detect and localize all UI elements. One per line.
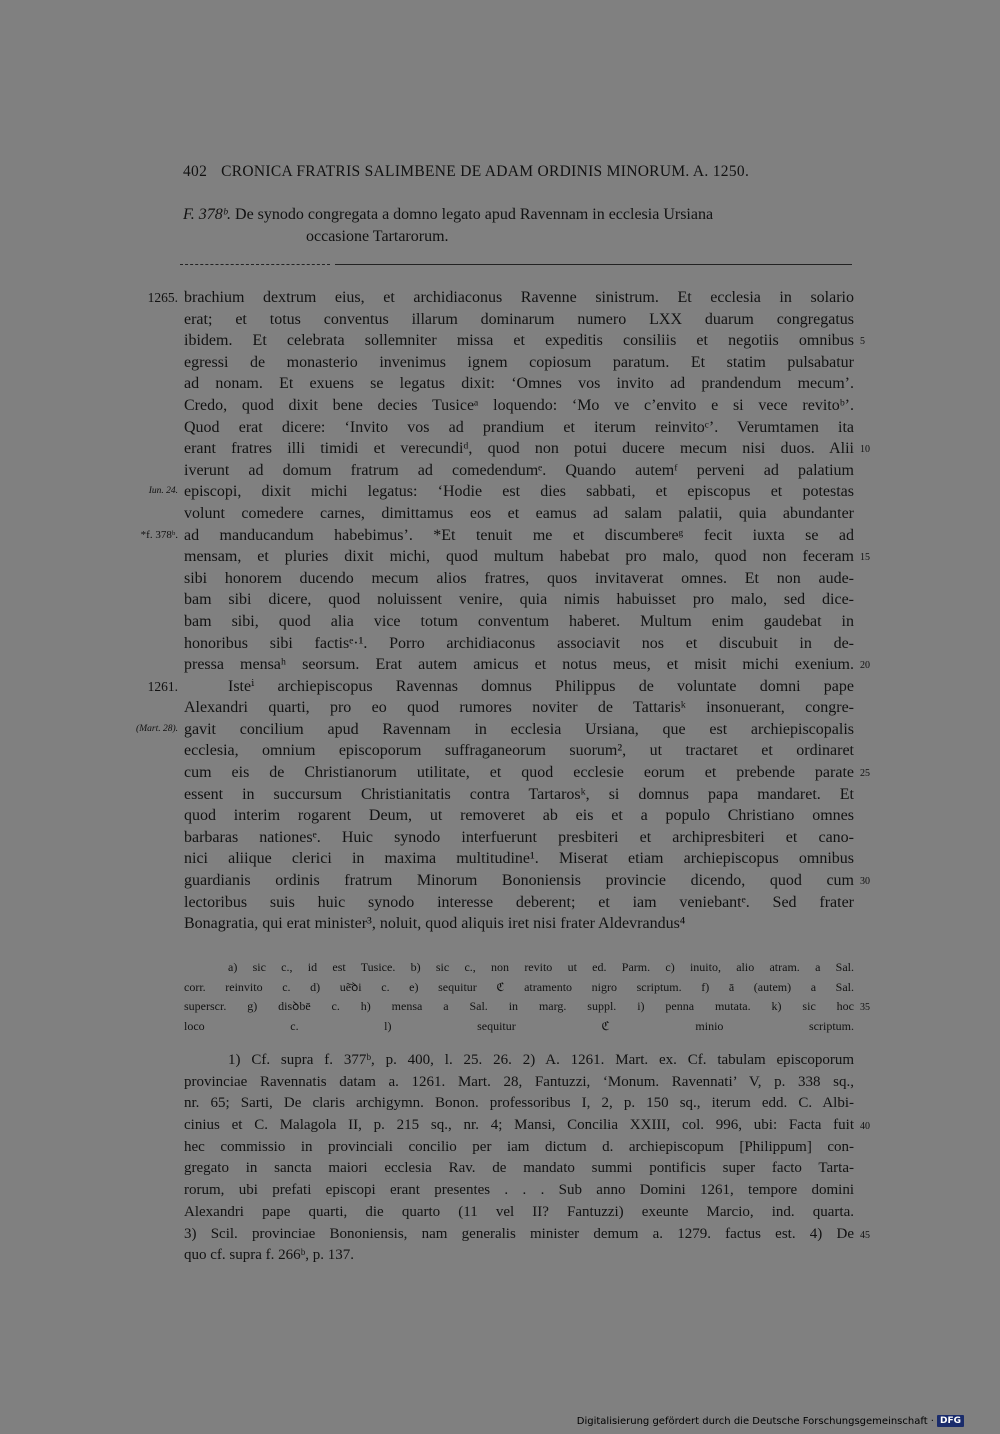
text-line <box>184 330 865 352</box>
text-line <box>184 870 870 892</box>
text-line-text: episcopi, dixit michi legatus: ‘Hodie est dies sabbati, et episcopus et potestas <box>184 483 854 501</box>
text-line <box>184 589 854 611</box>
text-line-text: Isteⁱ archiepiscopus Ravennas domnus Philippus de voluntate domni pape <box>228 677 854 695</box>
margin-note: *f. 378ᵇ. <box>140 528 178 541</box>
apparatus-line-text: corr. reinvito c. d) uẽ̄ꝺi c. e) sequitur ℭ atramento nigro scriptum. f) ā (autem) a Sal. <box>184 979 854 994</box>
line-number: 10 <box>860 444 870 456</box>
line-number: 5 <box>860 336 865 348</box>
chapter-heading <box>183 204 863 248</box>
text-line-text: guardianis ordinis fratrum Minorum Bononiensis provincie dicendo, quod cum <box>184 872 854 890</box>
text-line <box>184 611 854 633</box>
commentary-line-text: quo cf. supra f. 266ᵇ, p. 137. <box>184 1247 355 1264</box>
text-line-text: bam sibi, quod alia vice totum conventum haberet. Multum enim gaudebat in <box>184 612 854 630</box>
text-line <box>140 525 854 547</box>
text-line-text: barbaras nationesᵉ. Huic synodo interfuerunt presbiteri et archipresbiteri et cano- <box>184 828 854 846</box>
text-line <box>184 352 854 374</box>
commentary-line <box>184 1115 870 1137</box>
folio-reference: F. 378ᵇ. <box>183 206 232 223</box>
digitization-credit <box>577 1415 964 1427</box>
text-line-text: quod interim rogarent Deum, ut removeret ab eis et a populo Christiano omnes <box>184 807 854 825</box>
text-line <box>184 417 854 439</box>
text-line <box>184 805 854 827</box>
commentary-line-text: nr. 65; Sarti, De claris archigymn. Bonon. professoribus I, 2, p. 150 sq., iterum edd. C. Albi- <box>184 1095 854 1112</box>
text-line-text: ibidem. Et celebrata sollemniter missa et expeditis consiliis et negotiis omnibus <box>184 332 854 350</box>
text-line <box>184 697 854 719</box>
text-line <box>184 762 870 784</box>
text-line <box>184 654 870 676</box>
text-line-text: Credo, quod dixit bene decies Tusiceᵃ loquendo: ‘Mo ve c’envito e si vece revitoᵇ’. <box>184 396 854 414</box>
apparatus-line <box>184 1017 854 1037</box>
text-line-text: erat; et totus conventus illarum dominarum numero LXX duarum congregatus <box>184 310 854 328</box>
text-line <box>184 373 854 395</box>
margin-note: 1265. <box>147 290 178 305</box>
text-line-text: cum eis de Christianorum utilitate, et quod ecclesie eorum et prebende parate <box>184 764 854 782</box>
text-line-text: bam sibi dicere, quod noluissent venire, quia nimis habuisset pro malo, sed dice- <box>184 591 854 609</box>
text-line <box>184 633 854 655</box>
heading-rule-dashed <box>180 264 330 265</box>
commentary-line-text: Alexandri pape quarti, die quarto (11 vel II? Fantuzzi) exeunte Marcio, ind. quarta. <box>184 1203 854 1220</box>
commentary-line-text: hec commissio in provinciali concilio per iam dictum d. archiepiscopum [Philippum] con- <box>184 1138 854 1155</box>
apparatus-line-text: superscr. g) disꝺbē c. h) mensa a Sal. in marg. suppl. i) penna mutata. k) sic hoc <box>184 999 854 1013</box>
text-line <box>184 827 854 849</box>
text-line <box>184 848 854 870</box>
text-line-text: Alexandri quarti, pro eo quod rumores noviter de Tattarisᵏ insonuerant, congre- <box>184 699 854 717</box>
line-number: 45 <box>860 1229 870 1241</box>
credit-text: Digitalisierung gefördert durch die Deutsche Forschungsgemeinschaft · <box>576 1415 934 1427</box>
text-line <box>148 481 854 503</box>
line-number: 30 <box>860 876 870 888</box>
text-line <box>184 568 854 590</box>
text-line-text: nici aliique clerici in maxima multitudine¹. Miserat etiam archiepiscopus omnibus <box>184 850 854 868</box>
line-number: 20 <box>860 660 870 672</box>
text-line-text: ad manducandum habebimus’. *Et tenuit me et discumbereᵍ fecit iuxta se ad <box>184 526 854 544</box>
margin-note: 1261. <box>147 678 178 694</box>
critical-apparatus <box>184 958 870 1036</box>
text-line <box>184 309 854 331</box>
commentary-line-text: provinciae Ravennatis datam a. 1261. Mart. 28, Fantuzzi, ‘Monum. Ravennati’ V, p. 338 sq., <box>184 1073 854 1090</box>
text-line-text: Quod erat dicere: ‘Invito vos ad prandium et iterum reinvitoᶜ’. Verumtamen ita <box>184 418 854 436</box>
margin-note: Iun. 24. <box>148 486 178 497</box>
text-line-text: ecclesia, omnium episcoporum suffraganeorum suorum², ut tractaret et ordinaret <box>184 742 854 760</box>
text-line-text: egressi de monasterio invenimus ignem copiosum paratum. Et statim pulsabatur <box>184 353 854 371</box>
commentary-line <box>184 1072 854 1094</box>
commentary-line-text: 3) Scil. provinciae Bononiensis, nam generalis minister demum a. 1279. factus est. 4) De <box>184 1225 854 1242</box>
text-line-text: sibi honorem ducendo mecum alios fratres, quos invitaverat omnes. Et non aude- <box>184 569 854 587</box>
commentary-line <box>184 1202 854 1224</box>
text-line-text: pressa mensaʰ seorsum. Erat autem amicus et notus meus, et misit michi exenium. <box>184 656 854 674</box>
text-line <box>184 438 870 460</box>
text-line <box>184 784 854 806</box>
text-line <box>184 892 854 914</box>
running-title: CRONICA FRATRIS SALIMBENE DE ADAM ORDINIS MINORUM. A. 1250. <box>221 163 750 180</box>
text-line <box>147 676 854 698</box>
heading-line-2: occasione Tartarorum. <box>306 228 449 245</box>
commentary-line <box>184 1245 854 1267</box>
text-line-text: ad nonam. Et exuens se legatus dixit: ‘Omnes vos invito ad prandendum mecum’. <box>184 375 854 393</box>
line-number: 40 <box>860 1121 870 1133</box>
text-line <box>184 913 854 935</box>
text-line-text: lectoribus suis huic synodo interesse deberent; et iam veniebantᵉ. Sed frater <box>184 893 854 911</box>
heading-rule-solid <box>335 264 852 265</box>
apparatus-line-text: loco c. l) sequitur ℭ minio scriptum. <box>184 1018 854 1033</box>
text-line-text: erant fratres illi timidi et verecundiᵈ, quod non potui ducere mecum nisi duos. Alii <box>184 440 854 458</box>
commentary-line-text: gregato in sancta maiori ecclesia Rav. de mandato summi pontificis super facto Tarta- <box>184 1160 854 1177</box>
text-line <box>184 503 854 525</box>
dfg-logo: DFG <box>937 1415 964 1427</box>
text-line-text: essent in succursum Christianitatis contra Tartarosᵏ, si domnus papa mandaret. Et <box>184 785 854 803</box>
commentary-line <box>184 1224 870 1246</box>
apparatus-line <box>184 997 870 1017</box>
text-line-text: iverunt ad domum fratrum ad comedendumᵉ. Quando autemᶠ perveni ad palatium <box>184 461 854 479</box>
commentary-line-text: 1) Cf. supra f. 377ᵇ, p. 400, l. 25. 26. 2) A. 1261. Mart. ex. Cf. tabulam episcoporum <box>228 1052 854 1068</box>
text-line-text: honoribus sibi factisᵉ·¹. Porro archidiaconus associavit nos et discubuit in de- <box>184 634 854 652</box>
text-line-text: Bonagratia, qui erat minister³, noluit, quod aliquis iret nisi frater Aldevrandus⁴ <box>184 915 686 933</box>
running-head <box>183 163 823 181</box>
commentary-line <box>184 1180 854 1202</box>
main-text <box>136 287 870 935</box>
commentary-line <box>184 1137 854 1159</box>
commentary-line-text: cinius et C. Malagola II, p. 215 sq., nr. 4; Mansi, Concilia XXIII, col. 996, ubi: Facta fuit <box>184 1117 854 1134</box>
text-line <box>147 287 854 309</box>
page-number: 402 <box>183 163 208 180</box>
text-line <box>136 719 854 741</box>
commentary-footnotes <box>184 1050 870 1267</box>
text-line <box>184 740 854 762</box>
commentary-line-text: rorum, ubi prefati episcopi erant presentes . . . Sub anno Domini 1261, tempore domini <box>184 1182 854 1199</box>
text-line <box>184 546 870 568</box>
heading-line-1: De synodo congregata a domno legato apud Ravennam in ecclesia Ursiana <box>235 206 714 223</box>
commentary-line <box>184 1050 854 1072</box>
line-number: 15 <box>860 552 870 564</box>
commentary-line <box>184 1158 854 1180</box>
text-line <box>184 395 854 417</box>
apparatus-line <box>184 978 854 998</box>
apparatus-line-text: a) sic c., id est Tusice. b) sic c., non revito ut ed. Parm. c) inuito, alio atram. a Sal. <box>228 960 854 974</box>
text-line-text: brachium dextrum eius, et archidiaconus Ravenne sinistrum. Et ecclesia in solario <box>184 289 854 306</box>
apparatus-line <box>184 958 854 978</box>
text-line-text: gavit concilium apud Ravennam in ecclesia Ursiana, que est archiepiscopalis <box>184 720 854 738</box>
text-line-text: mensam, et pluries dixit michi, quod multum habebat pro malo, quod non feceram <box>184 548 854 566</box>
margin-note: (Mart. 28). <box>136 723 178 734</box>
line-number: 35 <box>860 1002 870 1013</box>
text-line <box>184 460 854 482</box>
line-number: 25 <box>860 768 870 780</box>
text-line-text: volunt comedere carnes, dimittamus eos et eamus ad salam palatii, quia abundanter <box>184 504 854 522</box>
commentary-line <box>184 1093 854 1115</box>
